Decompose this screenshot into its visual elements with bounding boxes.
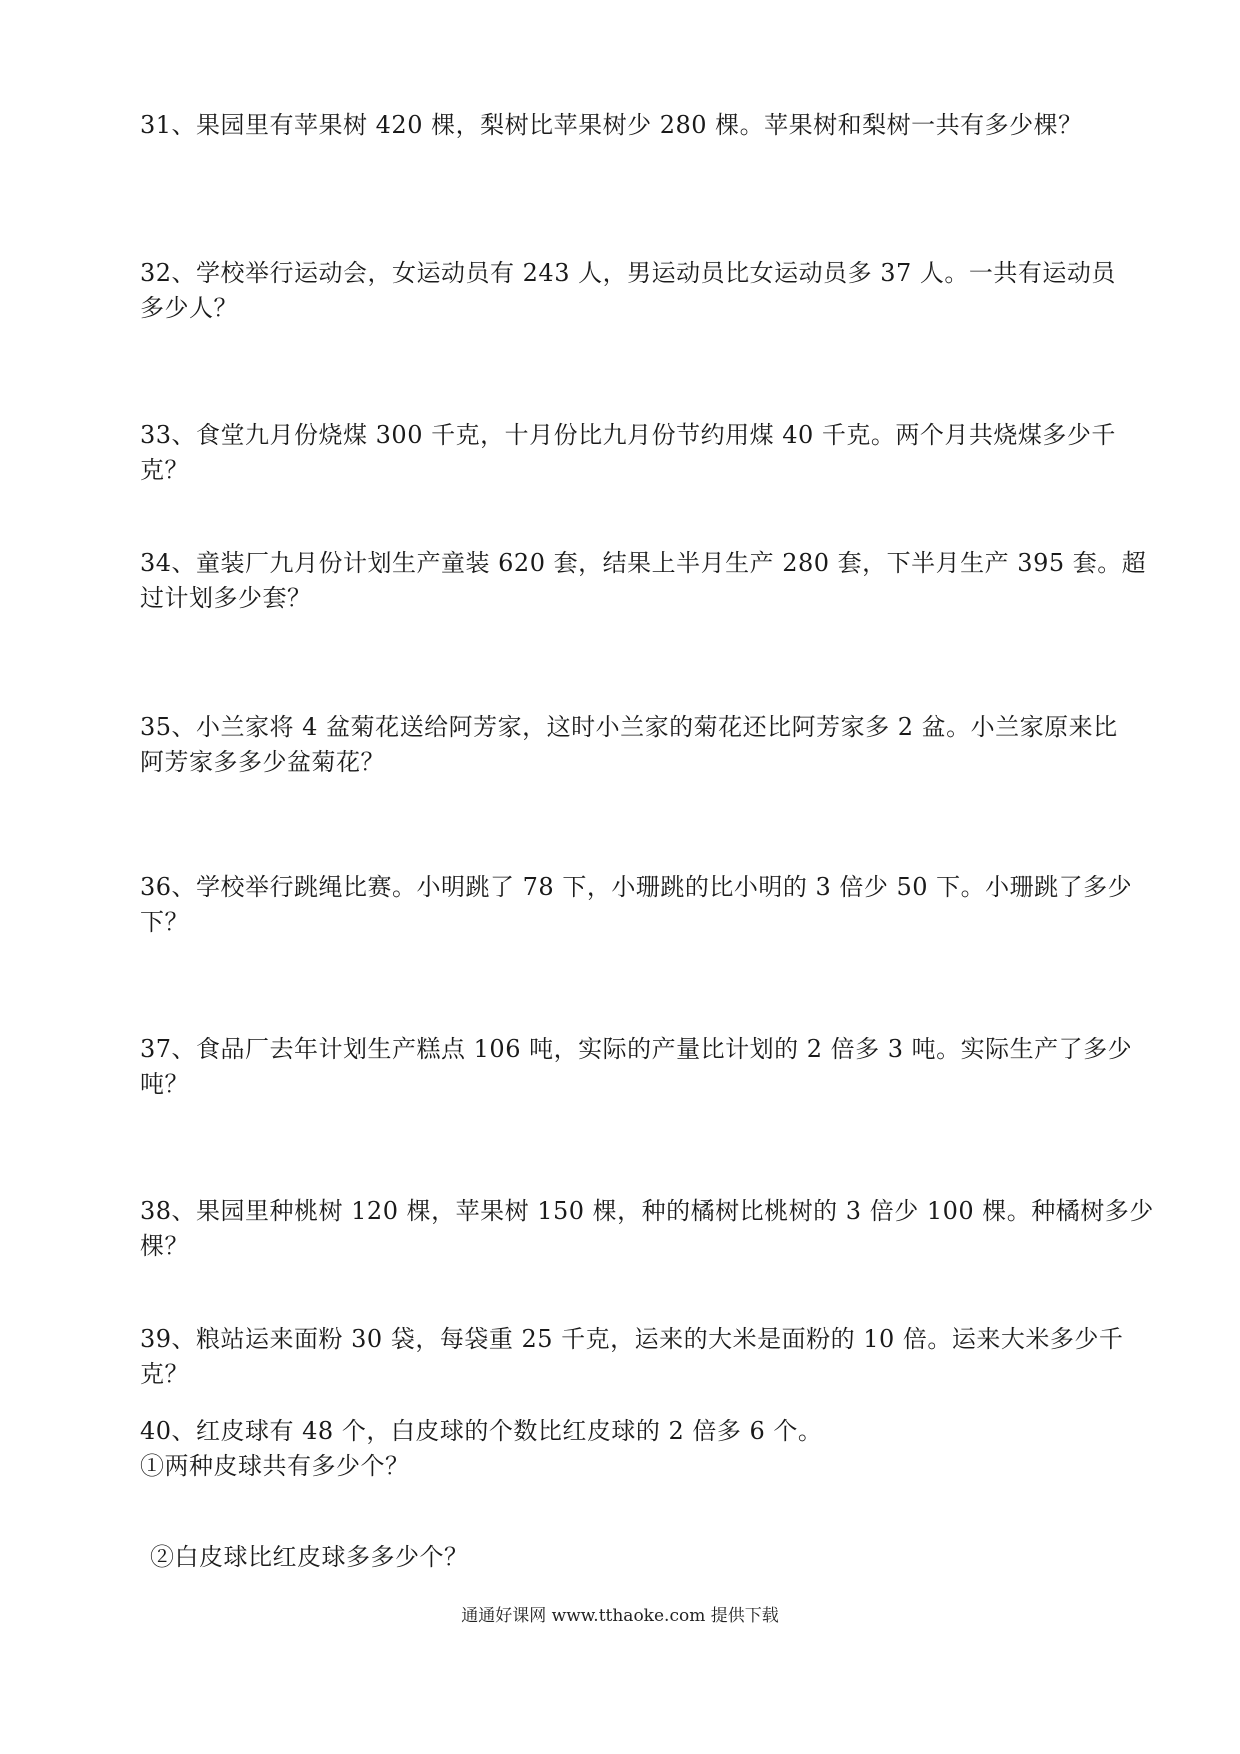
problem-line: 37、食品厂去年计划生产糕点 106 吨，实际的产量比计划的 2 倍多 3 吨。实际生产了多少 (140, 1035, 1133, 1063)
problem-31 (140, 108, 1100, 143)
problem-sub-question-1: ①两种皮球共有多少个？ (140, 1452, 410, 1480)
problem-line: 39、粮站运来面粉 30 袋，每袋重 25 千克，运来的大米是面粉的 10 倍。运来大米多少千 (140, 1325, 1124, 1353)
problem-line: 吨？ (140, 1070, 189, 1098)
problem-line: 多少人？ (140, 294, 238, 322)
problem-37 (140, 1032, 1133, 1102)
problem-line: 克？ (140, 1360, 189, 1388)
problem-line: 40、红皮球有 48 个，白皮球的个数比红皮球的 2 倍多 6 个。 (140, 1417, 823, 1445)
problem-33 (140, 418, 1116, 488)
page-footer: 通通好课网 www.tthaoke.com 提供下载 (461, 1606, 779, 1626)
problem-line: 下？ (140, 908, 189, 936)
problem-40 (140, 1414, 1100, 1484)
problem-line: 33、食堂九月份烧煤 300 千克，十月份比九月份节约用煤 40 千克。两个月共烧煤多少千 (140, 421, 1116, 449)
problem-36 (140, 870, 1133, 940)
problem-32 (140, 256, 1116, 326)
problem-38 (140, 1194, 1154, 1264)
problem-line: 克？ (140, 456, 189, 484)
problem-sub-question-2: ②白皮球比红皮球多多少个？ (150, 1543, 469, 1571)
problem-line: 38、果园里种桃树 120 棵，苹果树 150 棵，种的橘树比桃树的 3 倍少 100 棵。种橘树多少 (140, 1197, 1154, 1225)
problem-line: 棵？ (140, 1232, 189, 1260)
problem-line: 阿芳家多多少盆菊花？ (140, 748, 385, 776)
problem-34 (140, 546, 1147, 616)
problem-35 (140, 710, 1118, 780)
problem-line: 过计划多少套？ (140, 584, 312, 612)
problem-line: 35、小兰家将 4 盆菊花送给阿芳家，这时小兰家的菊花还比阿芳家多 2 盆。小兰家原来比 (140, 713, 1118, 741)
problem-line: 34、童装厂九月份计划生产童装 620 套，结果上半月生产 280 套，下半月生产 395 套。超 (140, 549, 1147, 577)
problem-line: 31、果园里有苹果树 420 棵，梨树比苹果树少 280 棵。苹果树和梨树一共有多少棵？ (140, 111, 1083, 139)
problem-line: 36、学校举行跳绳比赛。小明跳了 78 下，小珊跳的比小明的 3 倍少 50 下。小珊跳了多少 (140, 873, 1133, 901)
problem-39 (140, 1322, 1124, 1392)
problem-line: 32、学校举行运动会，女运动员有 243 人，男运动员比女运动员多 37 人。一共有运动员 (140, 259, 1116, 287)
